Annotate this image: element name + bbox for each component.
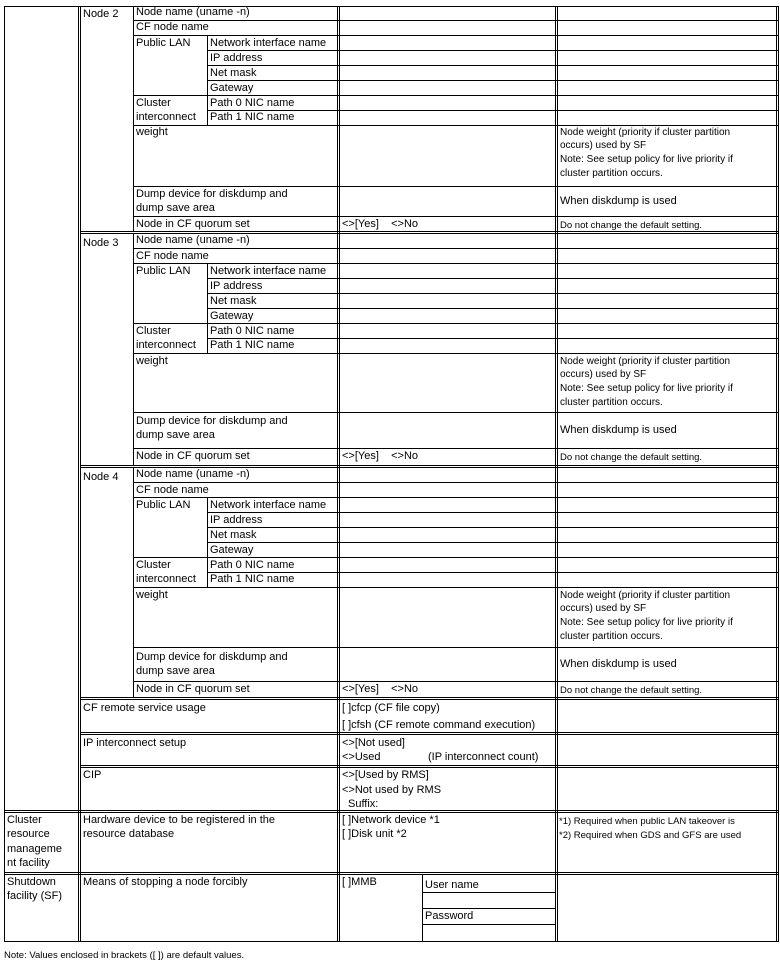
node-4-network-interface-label: Network interface name [210,499,327,511]
node-3-path0-nic-label: Path 0 NIC name [210,325,295,337]
node-3-quorum-options[interactable]: <>[Yes] <>No [342,450,419,462]
node-2-quorum-note: Do not change the default setting. [560,220,703,231]
node-4-gateway-label: Gateway [210,544,254,556]
crm-label-1: Hardware device to be registered in the [83,814,275,826]
ip-interconnect-used-radio[interactable]: <>Used [342,751,381,763]
node-4-weight-note-2: occurs) used by SF [560,603,647,614]
node-4-quorum-options[interactable]: <>[Yes] <>No [342,683,419,695]
node-2-dump-device-label-1: Dump device for diskdump and [136,188,288,200]
node-4-dump-device-label-1: Dump device for diskdump and [136,651,288,663]
node-2-path0-nic-label: Path 0 NIC name [210,97,295,109]
node-3-when-diskdump: When diskdump is used [560,424,677,436]
sf-category-1: Shutdown [7,876,56,888]
crm-label-2: resource database [83,828,175,840]
node-3-net-mask-label: Net mask [210,295,257,307]
node-4-cf-node-name-label: CF node name [136,484,209,496]
crm-note-1: *1) Required when public LAN takeover is [559,816,735,827]
node-4-weight-note-4: cluster partition occurs. [560,631,663,642]
node-3-interconnect-label: interconnect [136,339,196,351]
node-4-node-name-label: Node name (uname -n) [136,468,250,480]
mmb-checkbox[interactable]: [ ]MMB [342,876,377,888]
node-4-interconnect-label: interconnect [136,573,196,585]
node-4-path0-nic-label: Path 0 NIC name [210,559,295,571]
cip-not-used-by-rms-radio[interactable]: <>Not used by RMS [342,784,442,796]
node-3-dump-device-label-2: dump save area [136,429,215,441]
ip-interconnect-not-used-radio[interactable]: <>[Not used] [342,737,405,749]
node-2-ip-address-label: IP address [210,52,263,64]
node-3-weight-note-1: Node weight (priority if cluster partition [560,356,731,367]
node-2-weight-note-1: Node weight (priority if cluster partition [560,127,731,138]
node-3-path1-nic-label: Path 1 NIC name [210,339,295,351]
node-4-path1-nic-label: Path 1 NIC name [210,573,295,585]
cf-remote-service-label: CF remote service usage [83,702,206,714]
node-4-label: Node 4 [83,471,119,483]
node-4-public-lan-label: Public LAN [136,499,191,511]
node-3-weight-label: weight [136,355,168,367]
node-3-cluster-label: Cluster [136,325,171,337]
node-2-label: Node 2 [83,8,119,20]
crm-category-1: Cluster [7,814,42,826]
node-4-net-mask-label: Net mask [210,529,257,541]
node-3-cf-node-name-label: CF node name [136,250,209,262]
node-3-weight-note-3: Note: See setup policy for live priority if [560,383,733,394]
sf-category-2: facility (SF) [7,890,62,902]
cip-suffix-label: Suffix: [348,798,379,810]
node-3-dump-device-label-1: Dump device for diskdump and [136,415,288,427]
cfcp-checkbox[interactable]: [ ]cfcp (CF file copy) [342,702,440,714]
crm-note-2: *2) Required when GDS and GFS are used [559,830,742,841]
user-name-label: User name [425,879,479,891]
node-2-weight-note-3: Note: See setup policy for live priority if [560,154,733,165]
node-2-quorum-label: Node in CF quorum set [136,218,250,230]
node-4-when-diskdump: When diskdump is used [560,658,677,670]
node-4-weight-note-3: Note: See setup policy for live priority if [560,617,733,628]
node-3-public-lan-label: Public LAN [136,265,191,277]
footnote: Note: Values enclosed in brackets ([ ]) are default values. [4,950,245,961]
node-3-quorum-label: Node in CF quorum set [136,450,250,462]
node-4-weight-label: weight [136,589,168,601]
node-3-gateway-label: Gateway [210,310,254,322]
node-2-quorum-options[interactable]: <>[Yes] <>No [342,218,419,230]
node-2-interconnect-label: interconnect [136,111,196,123]
node-4-dump-device-label-2: dump save area [136,665,215,677]
node-3-weight-note-4: cluster partition occurs. [560,397,663,408]
node-3-network-interface-label: Network interface name [210,265,327,277]
password-label: Password [425,910,474,922]
network-device-checkbox[interactable]: [ ]Network device *1 [342,814,440,826]
node-2-weight-note-2: occurs) used by SF [560,140,647,151]
node-2-node-name-label: Node name (uname -n) [136,6,250,18]
ip-interconnect-count-label: (IP interconnect count) [428,751,539,763]
node-2-gateway-label: Gateway [210,82,254,94]
node-2-public-lan-label: Public LAN [136,37,191,49]
crm-category-3: manageme [7,843,63,855]
node-4-weight-note-1: Node weight (priority if cluster partition [560,590,731,601]
ip-interconnect-label: IP interconnect setup [83,737,187,749]
cip-used-by-rms-radio[interactable]: <>[Used by RMS] [342,769,429,781]
cfsh-checkbox[interactable]: [ ]cfsh (CF remote command execution) [342,719,536,731]
node-4-quorum-note: Do not change the default setting. [560,685,703,696]
crm-category-2: resource [7,828,50,840]
node-3-ip-address-label: IP address [210,280,263,292]
node-4-cluster-label: Cluster [136,559,171,571]
sf-label: Means of stopping a node forcibly [83,876,248,888]
node-4-ip-address-label: IP address [210,514,263,526]
node-4-quorum-label: Node in CF quorum set [136,683,250,695]
node-3-node-name-label: Node name (uname -n) [136,234,250,246]
node-2-dump-device-label-2: dump save area [136,202,215,214]
node-2-path1-nic-label: Path 1 NIC name [210,111,295,123]
cip-label: CIP [83,769,102,781]
node-2-cf-node-name-label: CF node name [136,21,209,33]
node-2-weight-label: weight [136,126,168,138]
node-2-weight-note-4: cluster partition occurs. [560,168,663,179]
disk-unit-checkbox[interactable]: [ ]Disk unit *2 [342,828,407,840]
crm-category-4: nt facility [7,857,50,869]
node-2-cluster-label: Cluster [136,97,171,109]
node-2-net-mask-label: Net mask [210,67,257,79]
node-2-when-diskdump: When diskdump is used [560,195,677,207]
node-3-weight-note-2: occurs) used by SF [560,369,647,380]
node-3-quorum-note: Do not change the default setting. [560,452,703,463]
node-3-label: Node 3 [83,237,119,249]
node-2-network-interface-label: Network interface name [210,37,327,49]
